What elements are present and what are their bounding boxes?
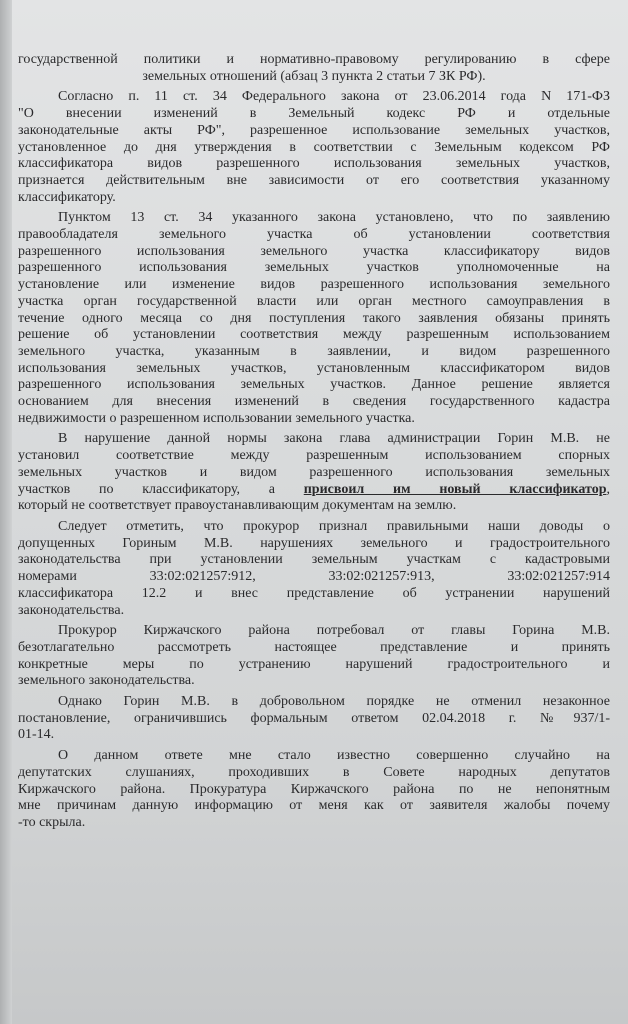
paragraph <box>18 748 610 832</box>
paragraph <box>18 694 610 744</box>
text-line: Пунктом 13 ст. 34 указанного закона установлено, что по заявлению <box>58 210 610 226</box>
text-line: О данном ответе мне стало известно совершенно случайно на <box>58 748 610 764</box>
text-line: который не соответствует правоустанавливающим документам на землю. <box>18 498 457 514</box>
text-line: -то скрыла. <box>18 814 86 830</box>
text-line: 01-14. <box>18 727 55 743</box>
text-line: установление или изменение видов разрешенного использования земельного <box>18 277 610 293</box>
text-line: В нарушение данной нормы закона глава администрации Горин М.В. не <box>58 431 610 447</box>
text-line: законодательства. <box>18 602 125 618</box>
text-segment: , <box>606 481 610 497</box>
paragraph <box>18 519 610 619</box>
text-line: установил соответствие между разрешенным использованием спорных <box>18 448 610 464</box>
paragraph <box>18 210 610 427</box>
text-line: "О внесении изменений в Земельный кодекс РФ и отдельные <box>18 106 610 122</box>
text-line: государственной политики и нормативно-правовому регулированию в сфере <box>18 52 610 67</box>
text-line: основанием для внесения изменений в сведения государственного кадастра <box>18 394 610 410</box>
text-line: депутатских слушаниях, проходивших в Совете народных депутатов <box>18 764 610 780</box>
document-text <box>18 52 610 832</box>
text-line: допущенных Гориным М.В. нарушениях земельного и градостроительного <box>18 535 610 551</box>
text-line: классификатору. <box>18 189 116 205</box>
text-line: земельных отношений (абзац 3 пункта 2 статьи 7 ЗК РФ). <box>142 68 486 84</box>
text-line: земельных участков и видом разрешенного использования земельных <box>18 464 610 480</box>
text-line: решение об установлении соответствия между разрешенным использованием <box>18 327 610 343</box>
text-line: постановление, ограничившись формальным ответом 02.04.2018 г. №937/1- <box>18 710 610 726</box>
text-line: разрешенного использования земельных участков уполномоченные на <box>18 260 610 276</box>
text-line: номерами 33:02:021257:912, 33:02:021257:913, 33:02:021257:914 <box>18 569 610 585</box>
text-line: правообладателя земельного участка об установлении соответствия <box>18 227 610 243</box>
paragraph <box>18 89 610 206</box>
text-line: мне причинам данную информацию от меня как от заявителя жалобы почему <box>18 798 610 814</box>
emphasized-text: присвоил им новый классификатор <box>303 481 607 497</box>
text-line: классификатора видов разрешенного использования земельных участков, <box>18 156 610 172</box>
text-line: Следует отметить, что прокурор признал правильными наши доводы о <box>58 518 610 534</box>
paragraph <box>18 623 610 690</box>
text-line: безотлагательно рассмотреть настоящее представление и принять <box>18 639 610 655</box>
text-line: Прокурор Киржачского района потребовал от главы Горина М.В. <box>58 623 610 639</box>
page-fold-shadow <box>0 0 12 1024</box>
text-line: конкретные меры по устранению нарушений градостроительного и <box>18 656 610 672</box>
paragraph <box>18 52 610 85</box>
text-line: Киржачского района. Прокуратура Киржачского района по не непонятным <box>18 781 610 797</box>
text-line: течение одного месяца со дня поступления такого заявления обязаны принять <box>18 310 610 326</box>
text-line: Согласно п. 11 ст. 34 Федерального закона от 23.06.2014 года N 171-ФЗ <box>58 89 610 105</box>
text-line: классификатора 12.2 и внес представление об устранении нарушений <box>18 585 610 601</box>
text-line: разрешенного использования земельного участка классификатору видов <box>18 243 610 259</box>
text-segment: участков по классификатору, а <box>18 481 304 497</box>
text-line: законодательные акты РФ", разрешенное использование земельных участков, <box>18 122 610 138</box>
text-line: установленное до дня утверждения в соответствии с Земельным кодексом РФ <box>18 139 610 155</box>
text-line: разрешенного использования земельных участков. Данное решение является <box>18 377 610 393</box>
text-line: законодательства при установлении земельным участкам с кадастровыми <box>18 552 610 568</box>
text-line: Однако Горин М.В. в добровольном порядке не отменил незаконное <box>58 694 610 710</box>
text-line: использования земельных участков, установленным классификатором видов <box>18 360 610 376</box>
paragraph <box>18 431 610 515</box>
text-line: земельного участка, указанным в заявлении, и видом разрешенного <box>18 343 610 359</box>
text-line: недвижимости о разрешенном использовании земельного участка. <box>18 410 415 426</box>
text-line: признается действительным вне зависимости от его соответствия указанному <box>18 172 610 188</box>
text-line: земельного законодательства. <box>18 673 195 689</box>
text-line <box>18 482 610 499</box>
text-line: участка орган государственной власти или орган местного самоуправления в <box>18 293 610 309</box>
